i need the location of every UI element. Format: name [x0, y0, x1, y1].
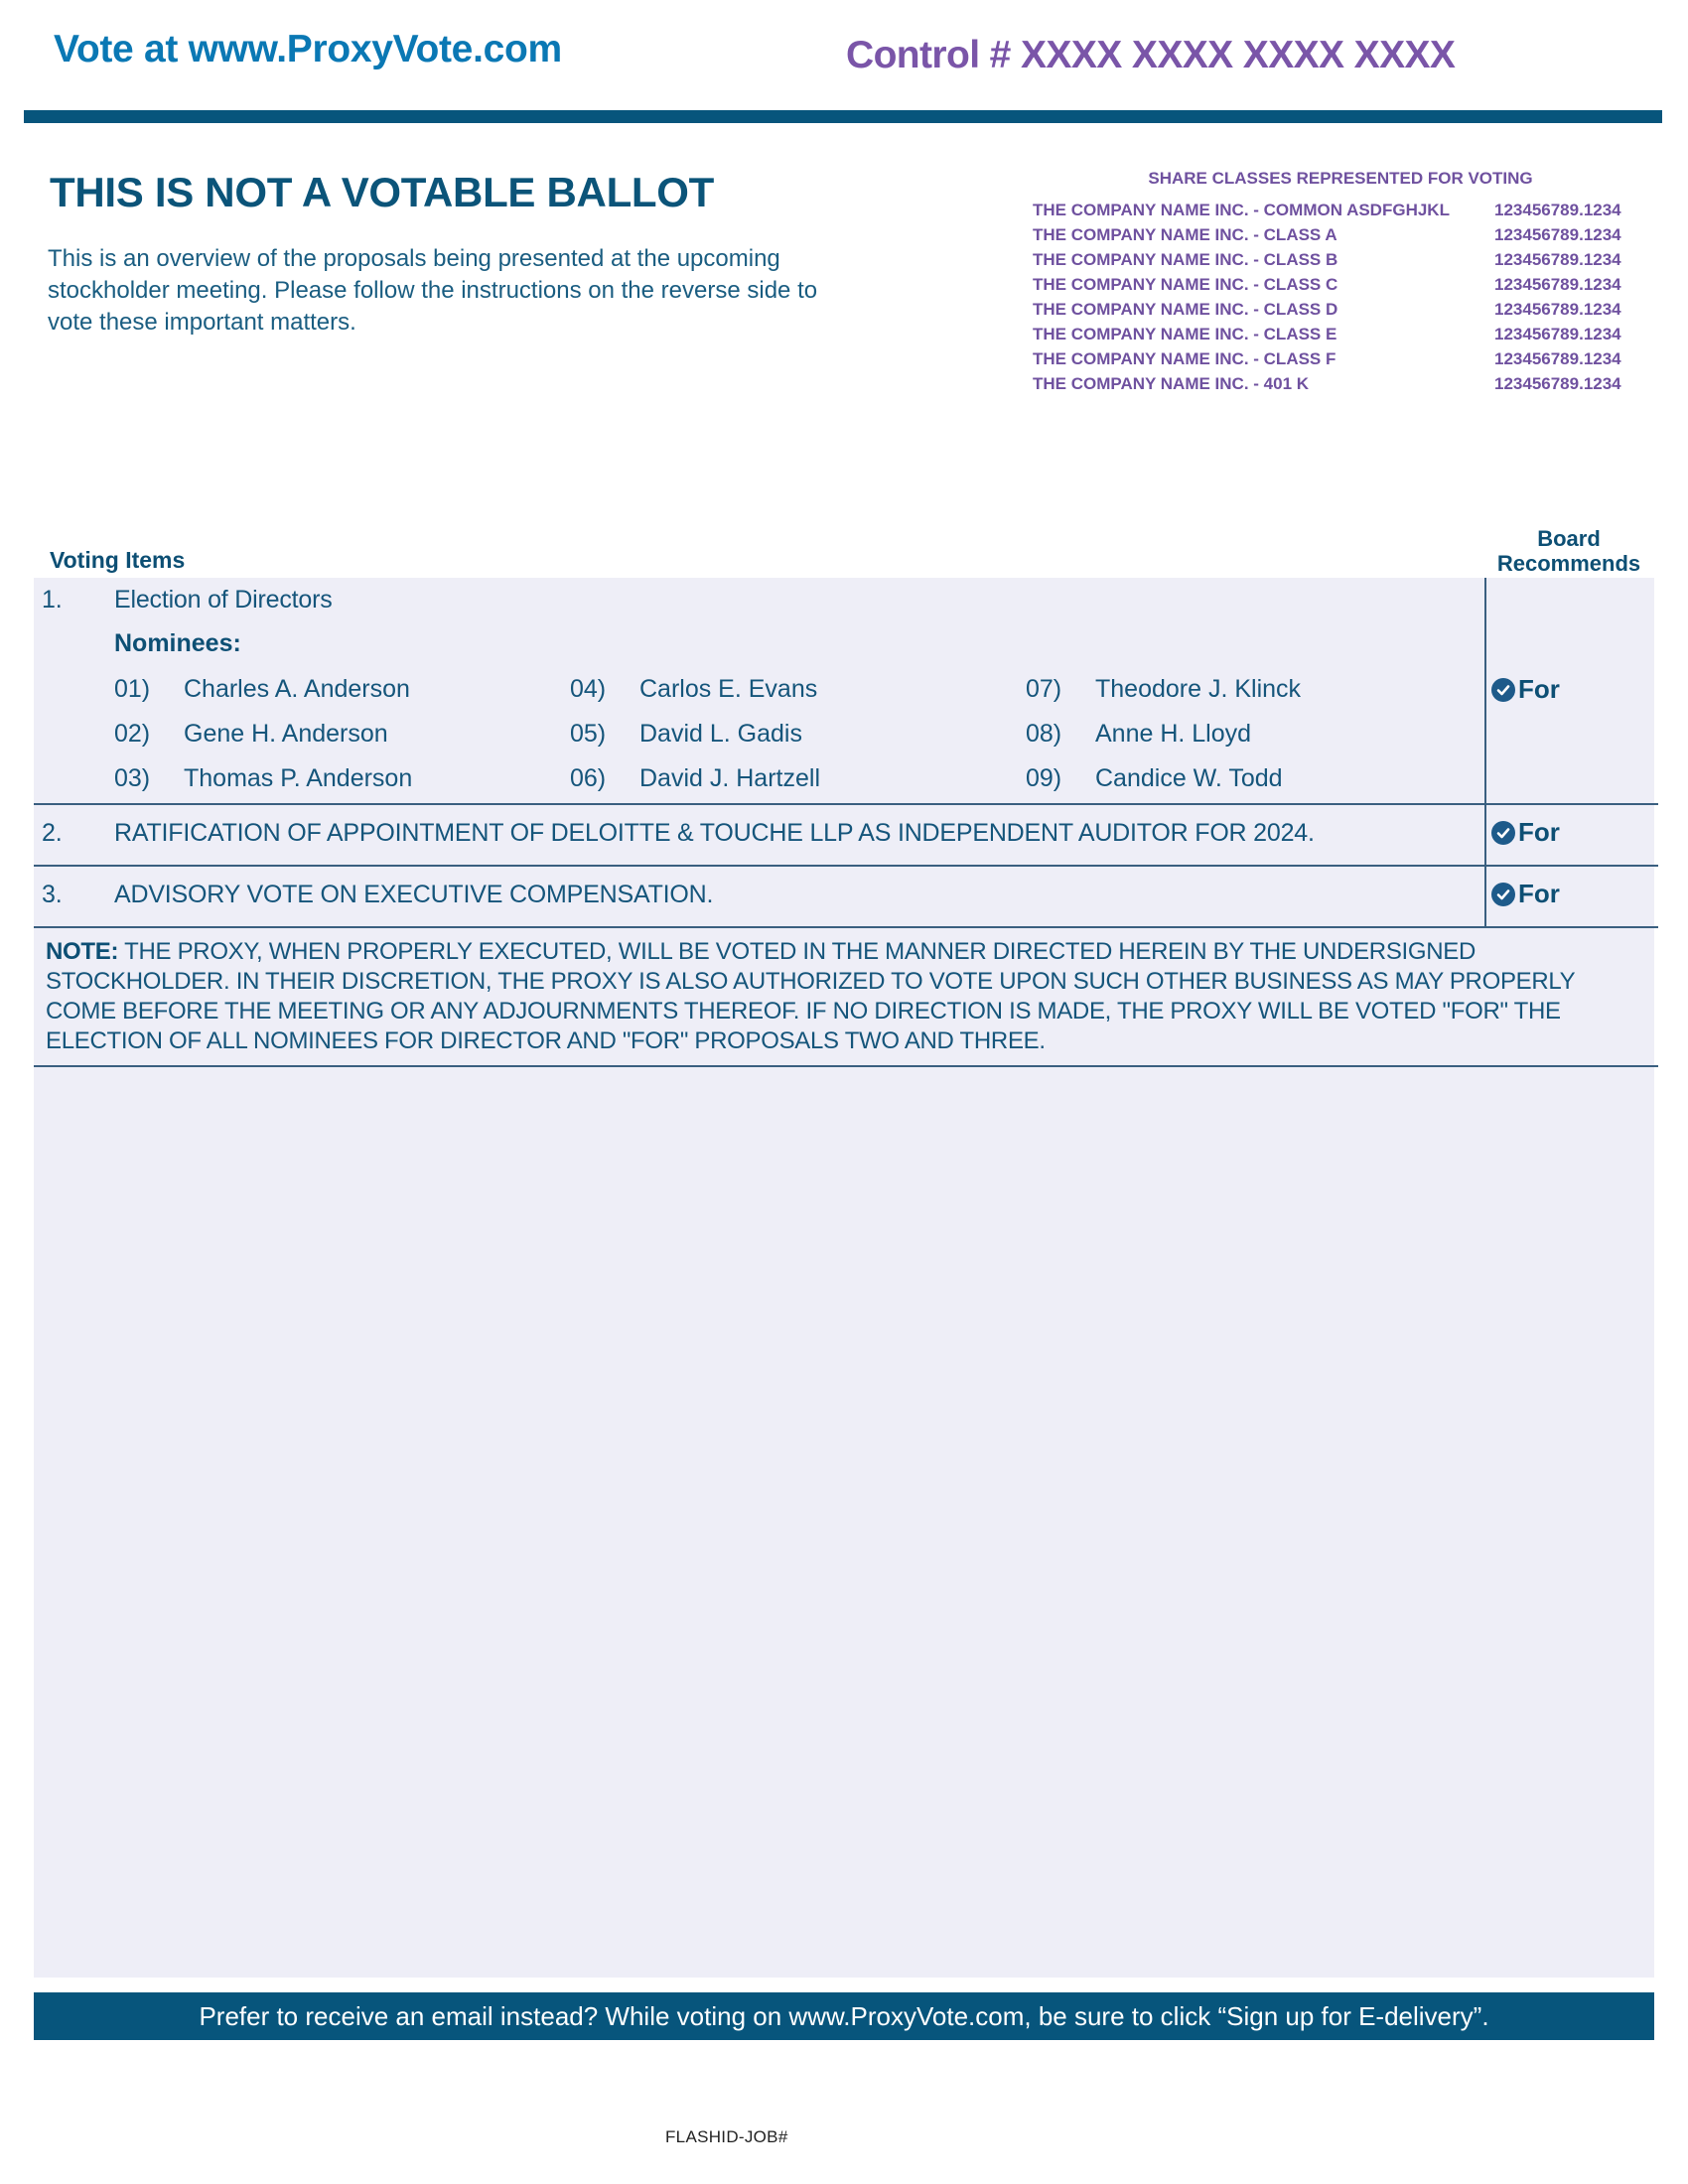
row-divider — [34, 926, 1658, 928]
proposal-2-number: 2. — [42, 819, 63, 847]
proposal-2-title: RATIFICATION OF APPOINTMENT OF DELOITTE & TOUCHE LLP AS INDEPENDENT AUDITOR FOR 2024. — [114, 819, 1315, 847]
header-divider-bar — [24, 110, 1662, 123]
row-divider — [34, 865, 1658, 867]
proposal-1-number: 1. — [42, 586, 63, 614]
nominee-code: 02) — [114, 720, 151, 748]
proposal-1-recommendation: For — [1491, 674, 1560, 705]
nominee-name: Anne H. Lloyd — [1095, 720, 1252, 748]
nominee-code: 01) — [114, 675, 151, 703]
nominee-code: 04) — [570, 675, 607, 703]
row-divider — [34, 803, 1658, 805]
share-classes-box — [1033, 169, 1668, 396]
nominee-code: 07) — [1026, 675, 1062, 703]
nominee-code: 06) — [570, 764, 607, 792]
nominee-code: 09) — [1026, 764, 1062, 792]
e-delivery-banner: Prefer to receive an email instead? While voting on www.ProxyVote.com, be sure to click “Sign up for E-delivery”. — [34, 1992, 1654, 2040]
nominee-name: Thomas P. Anderson — [184, 764, 413, 792]
share-classes-title: SHARE CLASSES REPRESENTED FOR VOTING — [1148, 169, 1533, 188]
share-class-row: THE COMPANY NAME INC. - CLASS D 123456789.1234 — [1033, 300, 1621, 319]
nominee-code: 08) — [1026, 720, 1062, 748]
share-class-row: THE COMPANY NAME INC. - 401 K 123456789.1234 — [1033, 374, 1621, 393]
proposal-1-title: Election of Directors — [114, 586, 333, 614]
note-label: NOTE: — [46, 938, 119, 965]
check-circle-icon — [1491, 821, 1515, 845]
control-number — [846, 34, 1455, 77]
nominee-name: Charles A. Anderson — [184, 675, 410, 703]
nominee-name: Carlos E. Evans — [639, 675, 818, 703]
voting-items-header: Voting Items — [50, 547, 186, 573]
nominee-name: Gene H. Anderson — [184, 720, 388, 748]
proxy-note — [46, 937, 1644, 1056]
proposal-3-title: ADVISORY VOTE ON EXECUTIVE COMPENSATION. — [114, 881, 714, 908]
intro-text: This is an overview of the proposals being presented at the upcoming stockholder meeting. Please follow the instructions on the reverse side to vote these important matters. — [48, 245, 818, 336]
nominee-name: David J. Hartzell — [639, 764, 820, 792]
nominee-code: 03) — [114, 764, 151, 792]
nominee-name: Candice W. Todd — [1095, 764, 1283, 792]
proposal-2-recommendation: For — [1491, 817, 1560, 848]
share-class-row: THE COMPANY NAME INC. - CLASS C 123456789.1234 — [1033, 275, 1621, 294]
board-recommends-header: Board Recommends — [1496, 526, 1641, 576]
share-class-row: THE COMPANY NAME INC. - CLASS E 123456789.1234 — [1033, 325, 1621, 343]
note-text: THE PROXY, WHEN PROPERLY EXECUTED, WILL BE VOTED IN THE MANNER DIRECTED HEREIN BY THE UNDERSIGNED STOCKHOLDER. IN THEIR DISCRETION, THE PROXY IS ALSO AUTHORIZED TO VOTE UPON SUCH OTHER BUSINESS AS MAY PROPERLY COME BEFORE THE MEETING OR ANY ADJOURNMENTS THEREOF. IF NO DIRECTION IS MADE, THE PROXY WILL BE VOTED "FOR" THE ELECTION OF ALL NOMINEES FOR DIRECTOR AND "FOR" PROPOSALS TWO AND THREE. — [46, 938, 1575, 1054]
nominee-code: 05) — [570, 720, 607, 748]
job-id: FLASHID-JOB# — [665, 2127, 788, 2146]
check-circle-icon — [1491, 883, 1515, 906]
control-label: Control # — [846, 34, 1011, 76]
nominee-name: Theodore J. Klinck — [1095, 675, 1302, 703]
vote-url-heading: Vote at www.ProxyVote.com — [54, 28, 562, 70]
page-title: THIS IS NOT A VOTABLE BALLOT — [50, 169, 715, 215]
proposal-3-number: 3. — [42, 881, 63, 908]
check-circle-icon — [1491, 678, 1515, 702]
share-class-row: THE COMPANY NAME INC. - CLASS F 123456789.1234 — [1033, 349, 1621, 368]
nominee-name: David L. Gadis — [639, 720, 802, 748]
note-divider — [34, 1065, 1658, 1067]
share-class-row: THE COMPANY NAME INC. - CLASS A 123456789.1234 — [1033, 225, 1621, 244]
control-value: XXXX XXXX XXXX XXXX — [1021, 34, 1456, 76]
share-class-row: THE COMPANY NAME INC. - COMMON ASDFGHJKL 123456789.1234 — [1033, 201, 1621, 219]
nominees-label: Nominees: — [114, 629, 241, 657]
share-class-row: THE COMPANY NAME INC. - CLASS B 123456789.1234 — [1033, 250, 1621, 269]
proposal-3-recommendation: For — [1491, 879, 1560, 909]
recommendation-column-divider — [1484, 578, 1486, 927]
